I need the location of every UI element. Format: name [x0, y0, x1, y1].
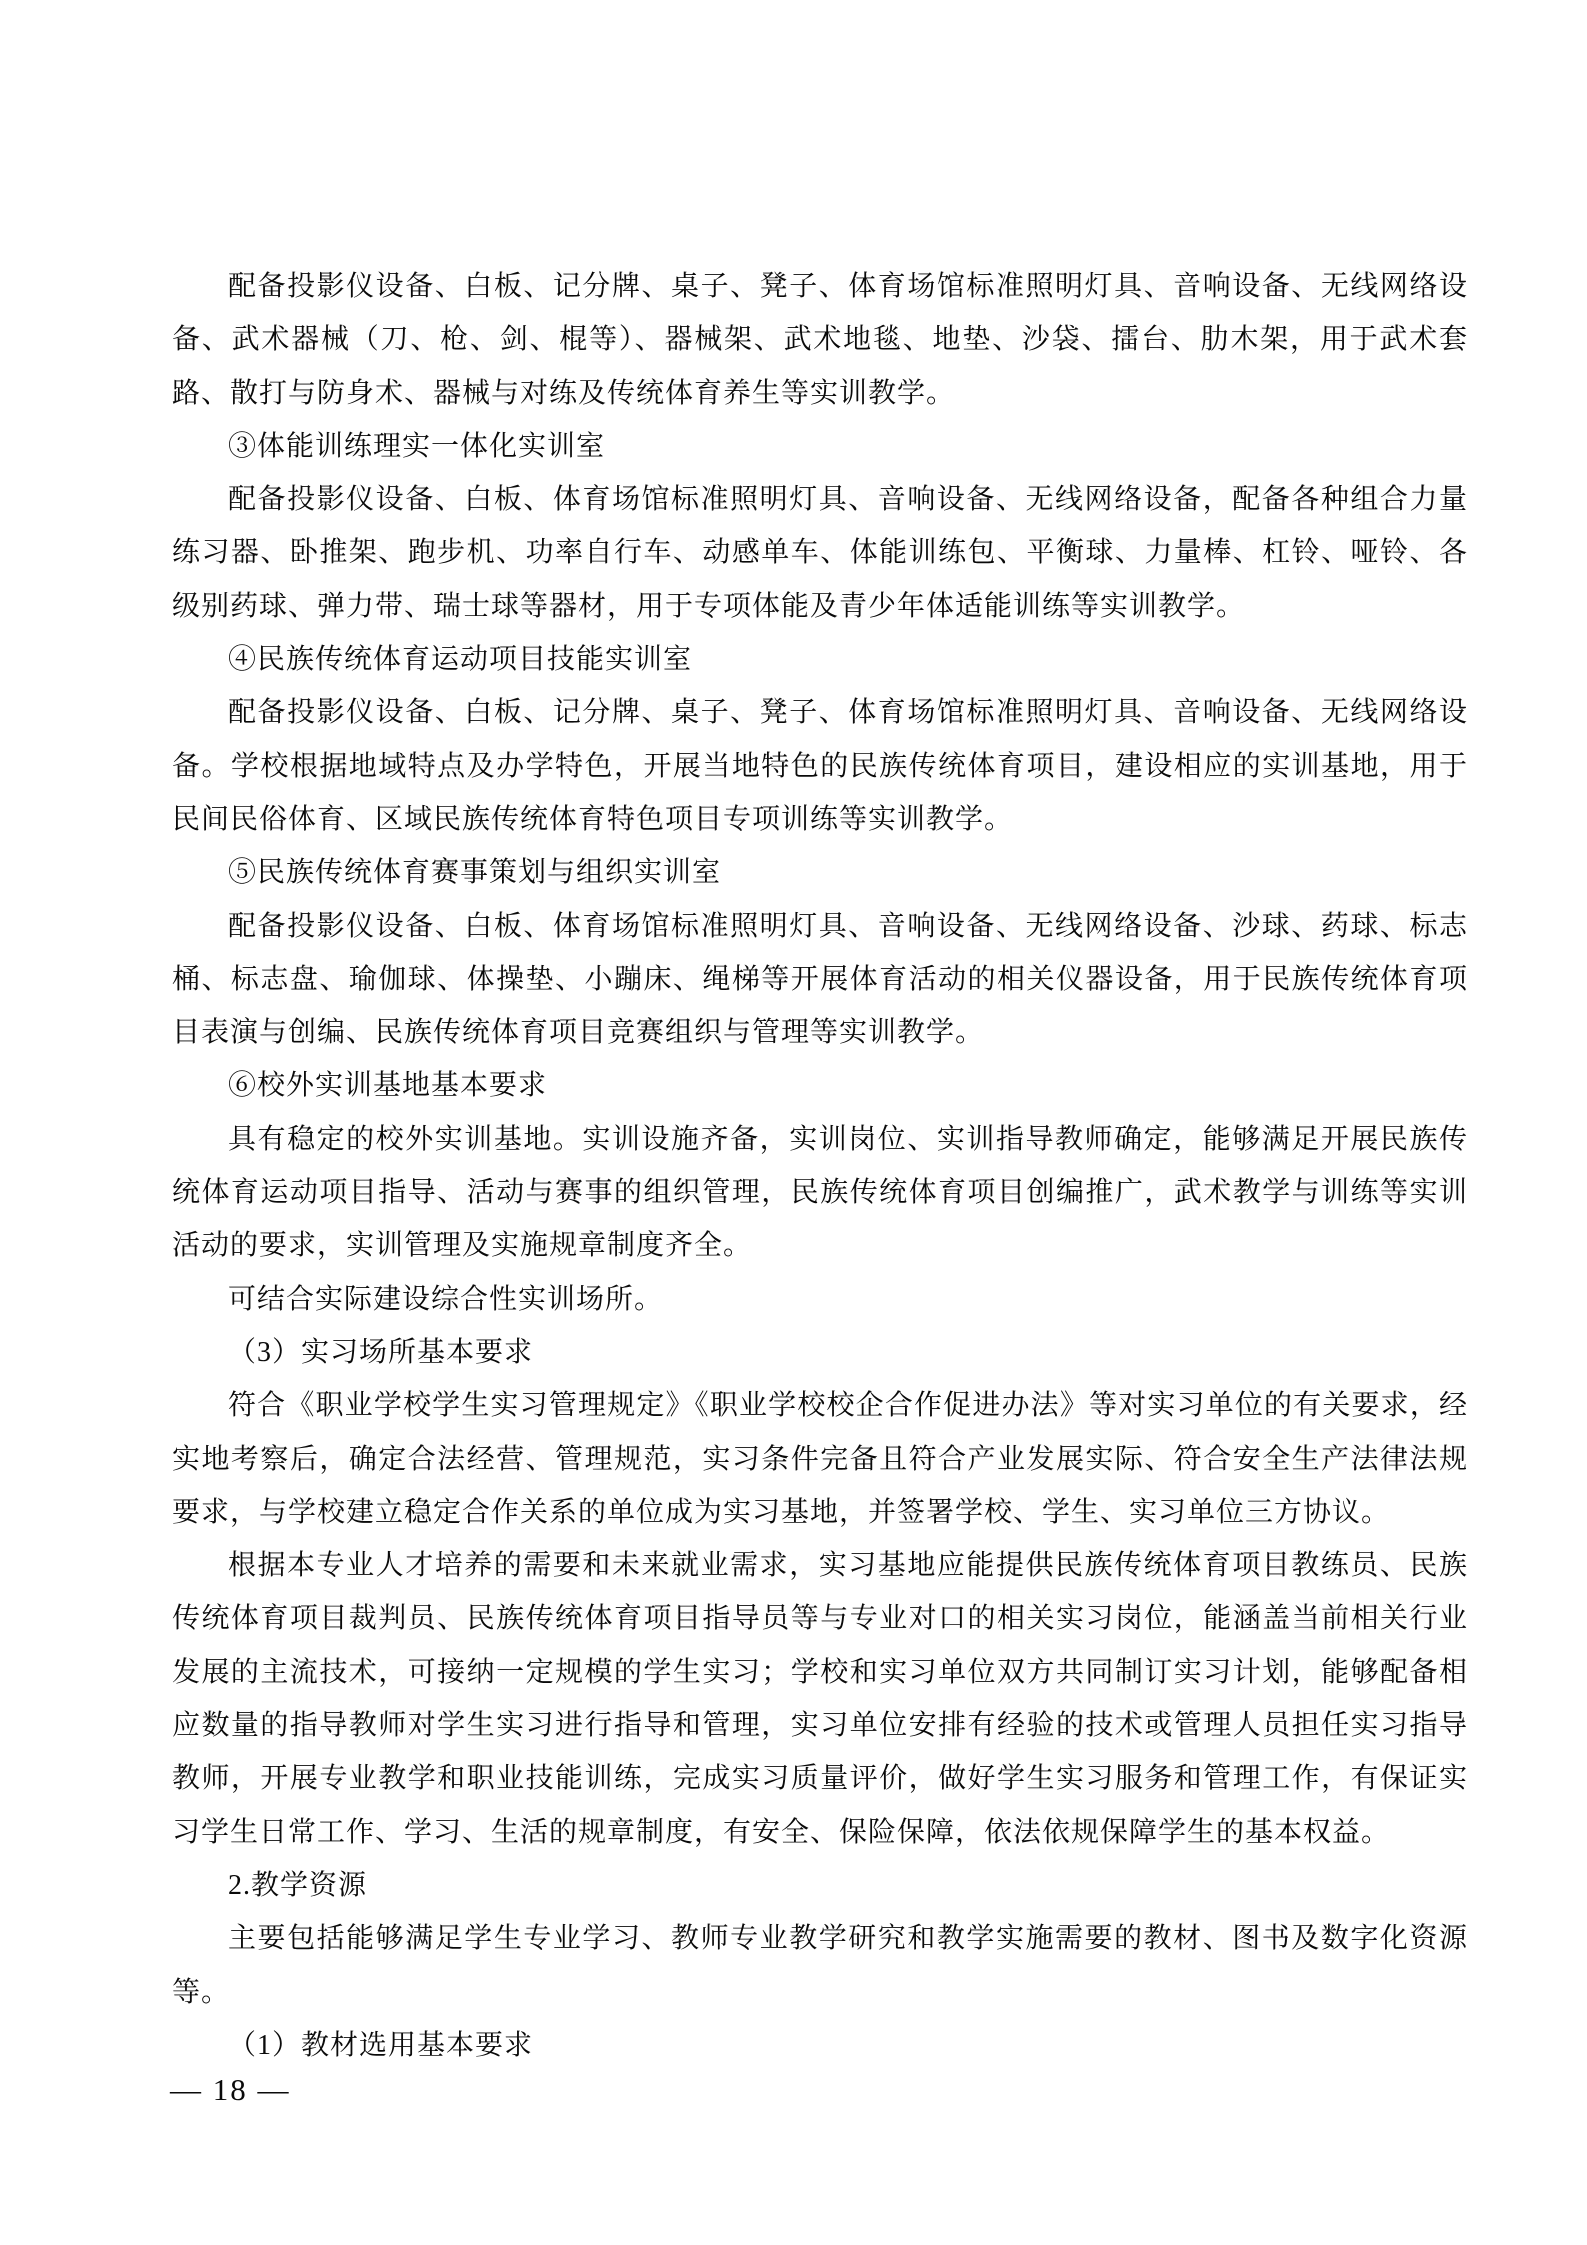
paragraph-off-campus-base-requirements: 具有稳定的校外实训基地。实训设施齐备，实训岗位、实训指导教师确定，能够满足开展民族传统体育运动项目指导、活动与赛事的组织管理，民族传统体育项目创编推广，武术教学与训练等实训活动的要求，实训管理及实施规章制度齐全。 [172, 1123, 1468, 1262]
heading-event-planning-room: ⑤民族传统体育赛事策划与组织实训室 [228, 857, 722, 889]
paragraph-ethnic-sports-skill-equipment: 配备投影仪设备、白板、记分牌、桌子、凳子、体育场馆标准照明灯具、音响设备、无线网络设备。学校根据地域特点及办学特色，开展当地特色的民族传统体育项目，建设相应的实训基地，用于民间民俗体育、区域民族传统体育特色项目专项训练等实训教学。 [172, 697, 1468, 835]
heading-internship-venue-requirements: （3）实习场所基本要求 [228, 1336, 534, 1368]
paragraph-teaching-resources-overview: 主要包括能够满足学生专业学习、教师专业教学研究和教学实施需要的教材、图书及数字化资源等。 [172, 1923, 1468, 2008]
page-footer [170, 2072, 291, 2108]
heading-off-campus-training-base: ⑥校外实训基地基本要求 [228, 1070, 548, 1102]
paragraph-comprehensive-training-venue: 可结合实际建设综合性实训场所。 [228, 1283, 664, 1315]
paragraph-wushu-equipment: 配备投影仪设备、白板、记分牌、桌子、凳子、体育场馆标准照明灯具、音响设备、无线网络设备、武术器械（刀、枪、剑、棍等）、器械架、武术地毯、地垫、沙袋、擂台、肋木架，用于武术套路、散打与防身术、器械与对练及传统体育养生等实训教学。 [172, 271, 1468, 409]
heading-textbook-selection: （1）教材选用基本要求 [228, 2029, 534, 2061]
heading-teaching-resources: 2.教学资源 [228, 1869, 368, 1901]
heading-ethnic-sports-skill-room: ④民族传统体育运动项目技能实训室 [228, 644, 693, 676]
paragraph-internship-base-capabilities: 根据本专业人才培养的需要和未来就业需求，实习基地应能提供民族传统体育项目教练员、民族传统体育项目裁判员、民族传统体育项目指导员等与专业对口的相关实习岗位，能涵盖当前相关行业发展的主流技术，可接纳一定规模的学生实习；学校和实习单位双方共同制订实习计划，能够配备相应数量的指导教师对学生实习进行指导和管理，实习单位安排有经验的技术或管理人员担任实习指导教师，开展专业教学和职业技能训练，完成实习质量评价，做好学生实习服务和管理工作，有保证实习学生日常工作、学习、生活的规章制度，有安全、保险保障，依法依规保障学生的基本权益。 [172, 1550, 1468, 1848]
paragraph-internship-unit-requirements: 符合《职业学校学生实习管理规定》《职业学校校企合作促进办法》等对实习单位的有关要求，经实地考察后，确定合法经营、管理规范，实习条件完备且符合产业发展实际、符合安全生产法律法规要求，与学校建立稳定合作关系的单位成为实习基地，并签署学校、学生、实习单位三方协议。 [172, 1390, 1468, 1528]
document-content [172, 260, 1468, 2072]
paragraph-physical-training-equipment: 配备投影仪设备、白板、体育场馆标准照明灯具、音响设备、无线网络设备，配备各种组合力量练习器、卧推架、跑步机、功率自行车、动感单车、体能训练包、平衡球、力量棒、杠铃、哑铃、各级别药球、弹力带、瑞士球等器材，用于专项体能及青少年体适能训练等实训教学。 [172, 484, 1468, 622]
page-number: — 18 — [170, 2072, 291, 2107]
paragraph-event-planning-equipment: 配备投影仪设备、白板、体育场馆标准照明灯具、音响设备、无线网络设备、沙球、药球、标志桶、标志盘、瑜伽球、体操垫、小蹦床、绳梯等开展体育活动的相关仪器设备，用于民族传统体育项目表演与创编、民族传统体育项目竞赛组织与管理等实训教学。 [172, 910, 1468, 1049]
heading-physical-training-room: ③体能训练理实一体化实训室 [228, 430, 606, 462]
